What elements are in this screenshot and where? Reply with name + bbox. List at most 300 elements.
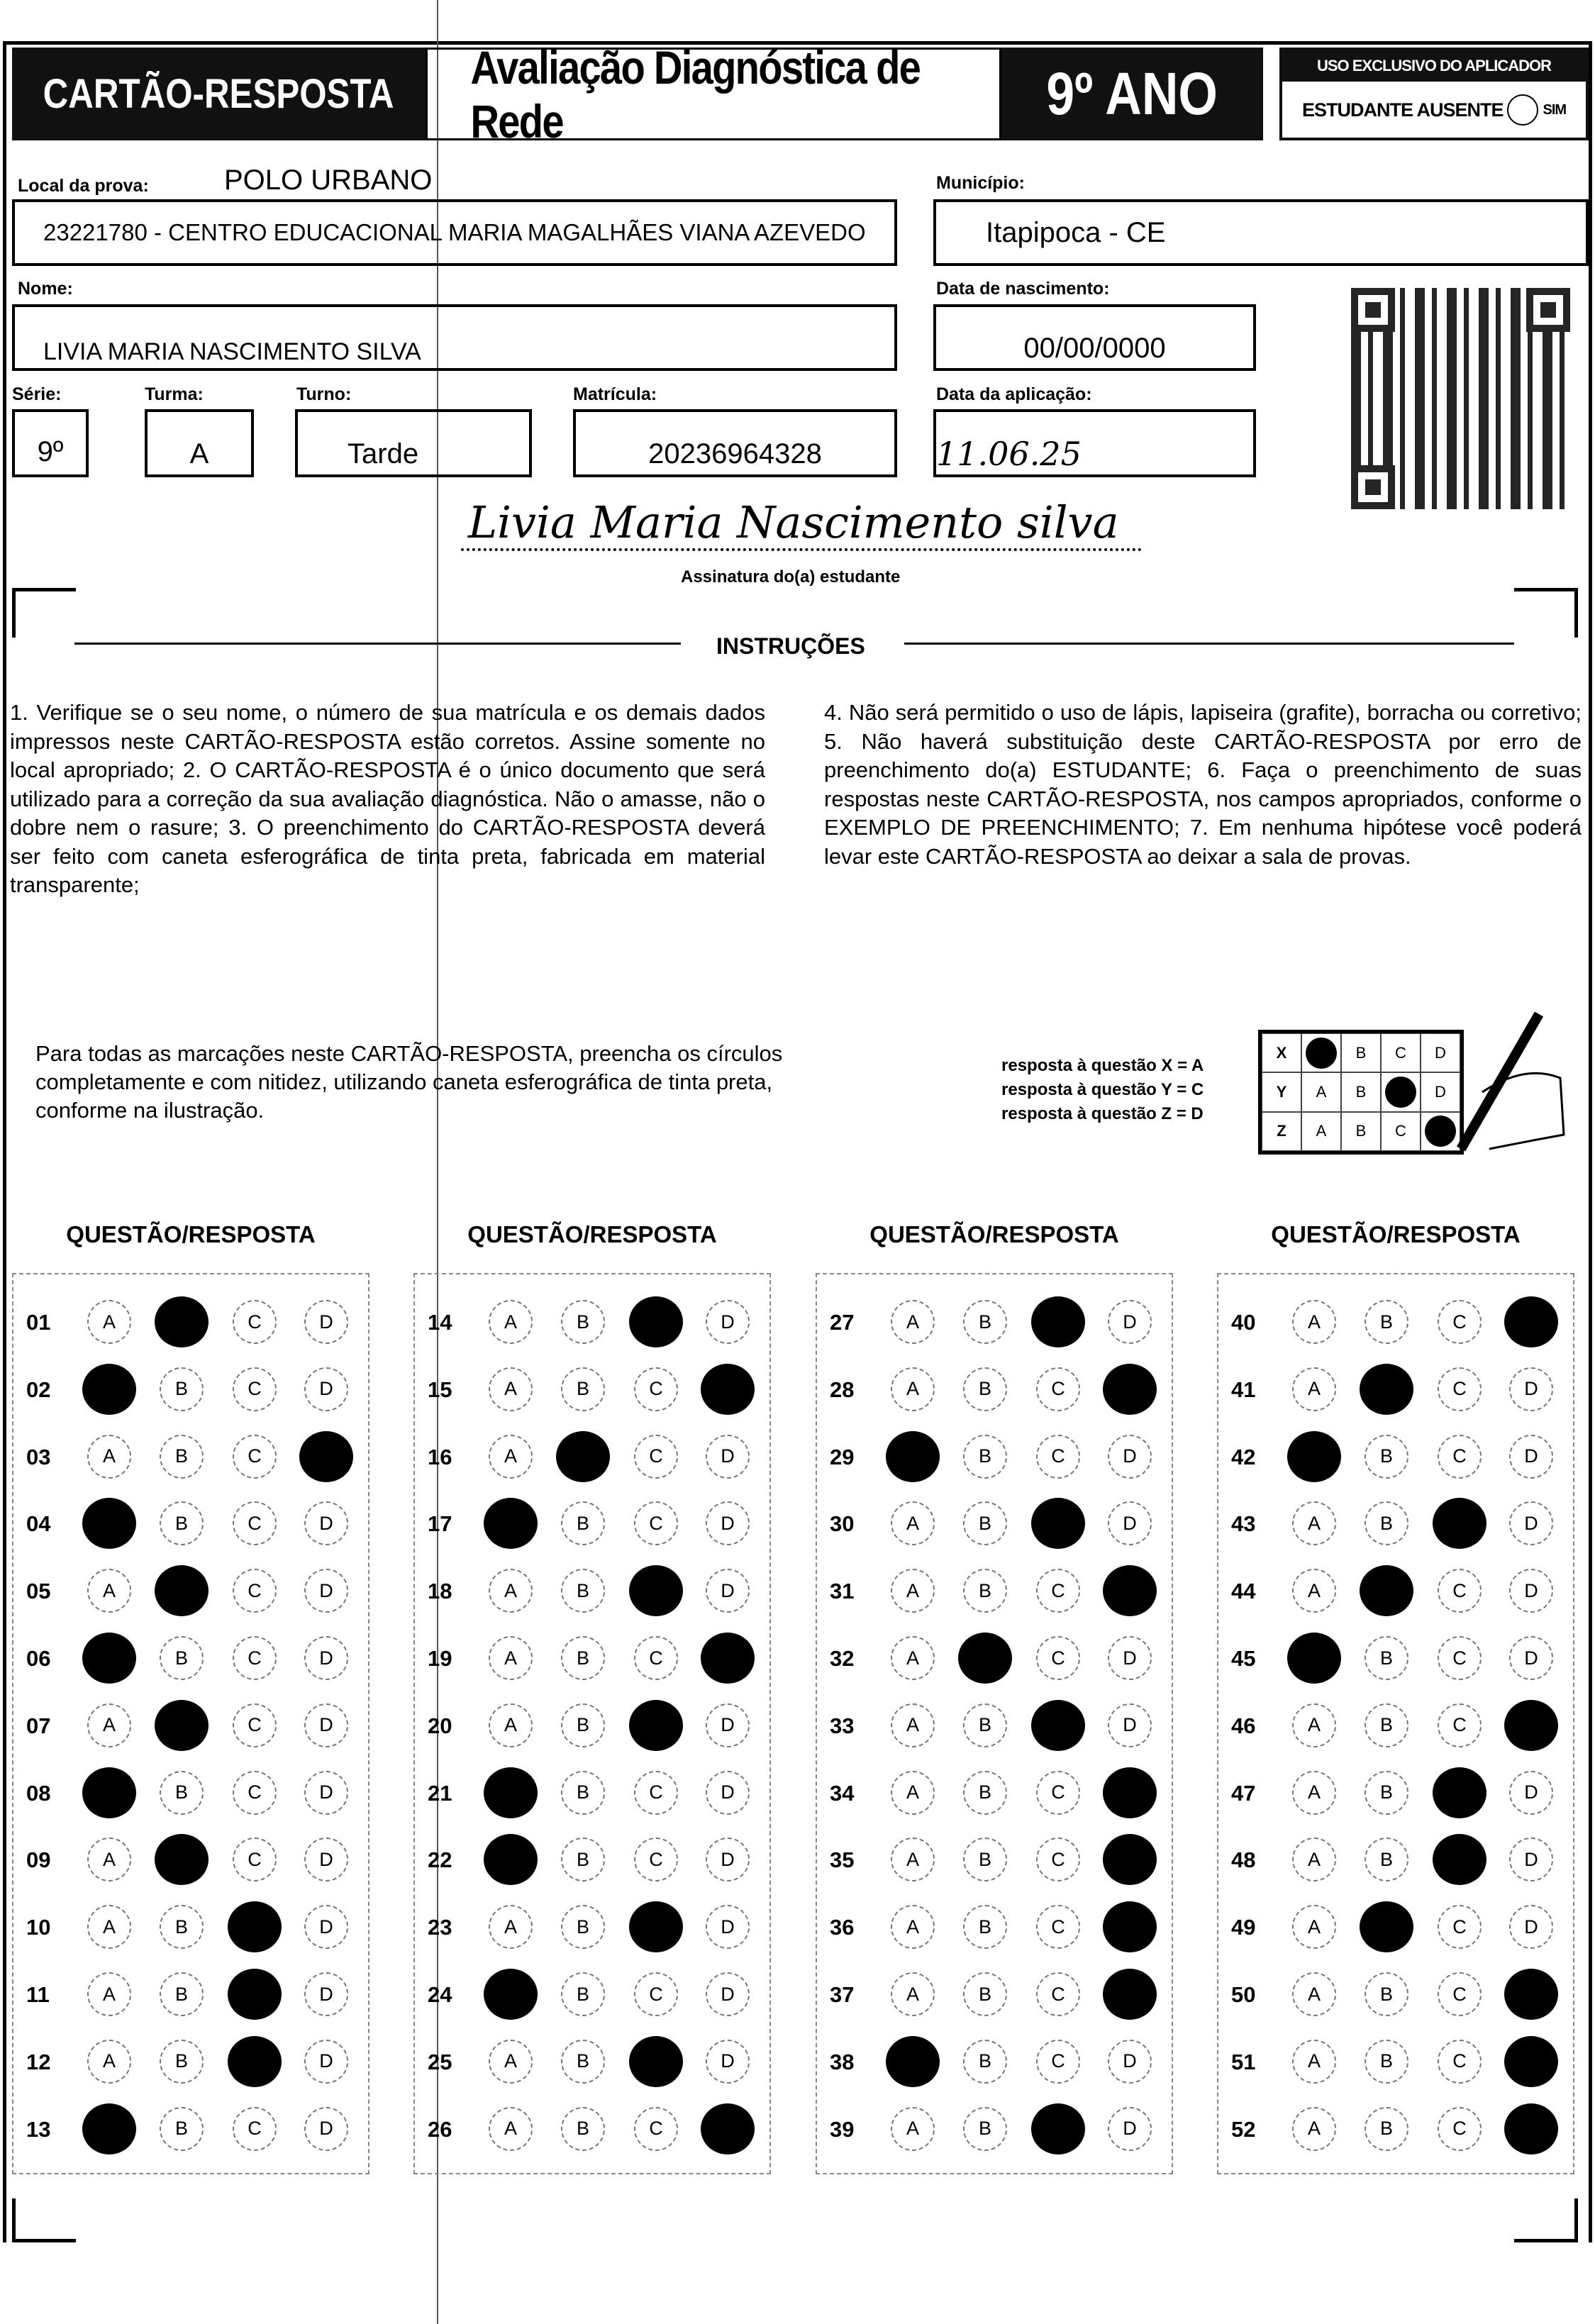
bubble-c[interactable]: C (233, 1636, 277, 1680)
corner-mark (1514, 2198, 1578, 2242)
example-option: A (1301, 1072, 1341, 1111)
instructions-right: 4. Não será permitido o uso de lápis, lapiseira (grafite), borracha ou corretivo; 5. Não haverá substituição deste CARTÃO-RESPOSTA por erro de preenchimento do(a) ESTUDANTE; 6. Faça o preenchimento de suas respostas neste CARTÃO-RESPOSTA, nos campos apropriados, conforme o EXEMPLO DE PREENCHIMENTO; 7. Em nenhuma hipótese você poderá levar este CARTÃO-RESPOSTA ao deixar a sala de provas. (824, 700, 1582, 869)
bubble-b[interactable]: B (963, 1501, 1007, 1545)
bubble-c[interactable]: C (634, 1771, 678, 1815)
column-header: QUESTÃO/RESPOSTA (869, 1221, 1119, 1247)
bubble-c[interactable]: C (1036, 1367, 1080, 1411)
filled-bubble-c[interactable] (1031, 1296, 1085, 1347)
example-option: D (1421, 1033, 1460, 1072)
bubble-a[interactable]: A (489, 1569, 533, 1613)
filled-bubble-c[interactable] (1031, 1498, 1085, 1549)
school-field (12, 199, 897, 266)
signature-text: Livia Maria Nascimento silva (468, 496, 1119, 548)
question-number: 42 (1231, 1444, 1256, 1469)
bubble-d[interactable]: D (706, 2040, 750, 2084)
turno-field (295, 409, 532, 477)
bubble-d[interactable]: D (1108, 1435, 1152, 1479)
bubble-d[interactable]: D (706, 1435, 750, 1479)
bubble-c[interactable]: C (1438, 1636, 1482, 1680)
filled-bubble-c[interactable] (629, 2036, 683, 2087)
bubble-b[interactable]: B (561, 1837, 605, 1881)
bubble-c[interactable]: C (1438, 1367, 1482, 1411)
filled-bubble-c[interactable] (1433, 1498, 1486, 1549)
filled-bubble-d[interactable] (1103, 1767, 1157, 1818)
nome-value: LIVIA MARIA NASCIMENTO SILVA (43, 338, 421, 365)
filled-bubble-a[interactable] (484, 1498, 538, 1549)
example-filled-bubble (1301, 1033, 1341, 1072)
filled-bubble-c[interactable] (1031, 1700, 1085, 1751)
bubble-c[interactable]: C (1036, 1905, 1080, 1949)
bubble-a[interactable]: A (891, 1501, 935, 1545)
bubble-d[interactable]: D (1509, 1636, 1553, 1680)
bubble-a[interactable]: A (1292, 1972, 1336, 2016)
filled-bubble-b[interactable] (1360, 1364, 1413, 1415)
bubble-d[interactable]: D (1108, 1501, 1152, 1545)
bubble-d[interactable]: D (706, 1972, 750, 2016)
bubble-c[interactable]: C (233, 1367, 277, 1411)
question-number: 22 (428, 1847, 452, 1873)
bubble-d[interactable]: D (304, 1569, 348, 1613)
bubble-d[interactable]: D (706, 1703, 750, 1747)
bubble-b[interactable]: B (561, 1367, 605, 1411)
bubble-a[interactable]: A (1292, 1905, 1336, 1949)
bubble-b[interactable]: B (963, 1703, 1007, 1747)
matricula-value: 20236964328 (648, 438, 822, 469)
bubble-d[interactable]: D (1108, 1636, 1152, 1680)
filled-bubble-d[interactable] (1103, 1565, 1157, 1616)
bubble-b[interactable]: B (160, 2040, 204, 2084)
question-number: 34 (830, 1780, 855, 1806)
bubble-a[interactable]: A (489, 1636, 533, 1680)
question-number: 45 (1231, 1646, 1256, 1671)
exam-title-text: Avaliação Diagnóstica de Rede (470, 40, 921, 148)
bubble-c[interactable]: C (1036, 1435, 1080, 1479)
bubble-d[interactable]: D (304, 1972, 348, 2016)
bubble-a[interactable]: A (489, 2107, 533, 2151)
bubble-a[interactable]: A (891, 1972, 935, 2016)
question-number: 09 (26, 1847, 51, 1873)
filled-bubble-d[interactable] (299, 1431, 353, 1482)
divider (904, 643, 1514, 645)
nome-label: Nome: (18, 279, 73, 299)
bubble-a[interactable]: A (891, 1636, 935, 1680)
bubble-a[interactable]: A (87, 1703, 131, 1747)
bubble-b[interactable]: B (160, 1501, 204, 1545)
question-number: 05 (26, 1579, 51, 1604)
bubble-b[interactable]: B (561, 1771, 605, 1815)
serie-label: Série: (12, 384, 62, 404)
question-number: 14 (428, 1310, 452, 1335)
bubble-a[interactable]: A (891, 1771, 935, 1815)
bubble-b[interactable]: B (1365, 1300, 1408, 1344)
bubble-d[interactable]: D (706, 1569, 750, 1613)
qr-code (1351, 288, 1570, 509)
filled-bubble-d[interactable] (1504, 2036, 1558, 2087)
bubble-b[interactable]: B (561, 1300, 605, 1344)
example-grid (1258, 1030, 1464, 1155)
bubble-b[interactable]: B (561, 1905, 605, 1949)
filled-bubble-a[interactable] (82, 1633, 136, 1684)
bubble-a[interactable]: A (891, 1367, 935, 1411)
filled-bubble-d[interactable] (1504, 2103, 1558, 2155)
bubble-d[interactable]: D (1509, 1905, 1553, 1949)
absent-yes-label: SIM (1543, 101, 1567, 118)
bubble-b[interactable]: B (1365, 1972, 1408, 2016)
bubble-d[interactable]: D (1509, 1367, 1553, 1411)
filled-bubble-b[interactable] (155, 1296, 209, 1347)
bubble-d[interactable]: D (1509, 1569, 1553, 1613)
filled-bubble-a[interactable] (886, 1431, 940, 1482)
bubble-c[interactable]: C (1036, 1569, 1080, 1613)
bubble-c[interactable]: C (233, 1837, 277, 1881)
bubble-d[interactable]: D (1509, 1837, 1553, 1881)
filled-bubble-a[interactable] (82, 1364, 136, 1415)
filled-bubble-c[interactable] (228, 1969, 282, 2020)
bubble-b[interactable]: B (963, 1972, 1007, 2016)
bubble-c[interactable]: C (233, 1569, 277, 1613)
nascimento-label: Data de nascimento: (936, 279, 1110, 299)
bubble-b[interactable]: B (963, 2107, 1007, 2151)
filled-bubble-d[interactable] (1103, 1834, 1157, 1885)
question-number: 31 (830, 1579, 855, 1604)
bubble-a[interactable]: A (87, 1435, 131, 1479)
filled-bubble-a[interactable] (1287, 1633, 1341, 1684)
filled-bubble-a[interactable] (886, 2036, 940, 2087)
bubble-c[interactable]: C (1438, 2040, 1482, 2084)
filled-bubble-b[interactable] (1360, 1901, 1413, 1952)
bubble-c[interactable]: C (634, 1367, 678, 1411)
bubble-b[interactable]: B (561, 1972, 605, 2016)
filled-bubble-b[interactable] (958, 1633, 1012, 1684)
bubble-b[interactable]: B (561, 1703, 605, 1747)
bubble-c[interactable]: C (233, 2107, 277, 2151)
applicator-box (1279, 48, 1589, 140)
bubble-a[interactable]: A (891, 1703, 935, 1747)
bubble-a[interactable]: A (87, 1972, 131, 2016)
bubble-a[interactable]: A (489, 1367, 533, 1411)
bubble-a[interactable]: A (1292, 1771, 1336, 1815)
bubble-b[interactable]: B (561, 1636, 605, 1680)
question-number: 10 (26, 1915, 51, 1940)
bubble-a[interactable]: A (87, 1837, 131, 1881)
bubble-a[interactable]: A (1292, 1501, 1336, 1545)
absent-checkbox[interactable] (1507, 94, 1538, 126)
bubble-b[interactable]: B (1365, 1837, 1408, 1881)
example-option: C (1381, 1033, 1421, 1072)
filled-bubble-d[interactable] (701, 1633, 755, 1684)
bubble-a[interactable]: A (489, 1905, 533, 1949)
bubble-d[interactable]: D (304, 1703, 348, 1747)
filled-bubble-a[interactable] (484, 1767, 538, 1818)
bubble-d[interactable]: D (304, 1501, 348, 1545)
answer-column-4 (1217, 1273, 1574, 2174)
bubble-c[interactable]: C (634, 1435, 678, 1479)
bubble-b[interactable]: B (160, 1367, 204, 1411)
example-question-label: Y (1262, 1072, 1301, 1111)
filled-dot (1385, 1077, 1416, 1108)
bubble-b[interactable]: B (561, 1569, 605, 1613)
filled-bubble-a[interactable] (82, 2103, 136, 2155)
bubble-c[interactable]: C (1438, 1569, 1482, 1613)
question-number: 03 (26, 1444, 51, 1469)
bubble-d[interactable]: D (304, 1837, 348, 1881)
question-number: 25 (428, 2049, 452, 2074)
bubble-d[interactable]: D (706, 1300, 750, 1344)
bubble-a[interactable]: A (1292, 2040, 1336, 2084)
bubble-b[interactable]: B (160, 1636, 204, 1680)
bubble-b[interactable]: B (160, 1905, 204, 1949)
aplicacao-value: 11.06.25 (936, 435, 1082, 473)
bubble-b[interactable]: B (1365, 1703, 1408, 1747)
filled-bubble-a[interactable] (1287, 1431, 1341, 1482)
matricula-field (573, 409, 897, 477)
bubble-d[interactable]: D (706, 1905, 750, 1949)
bubble-d[interactable]: D (304, 2040, 348, 2084)
signature (461, 496, 1142, 551)
question-number: 15 (428, 1377, 452, 1402)
example-legend (1001, 1054, 1204, 1126)
bubble-c[interactable]: C (233, 1435, 277, 1479)
filled-bubble-c[interactable] (629, 1901, 683, 1952)
filled-bubble-d[interactable] (701, 1364, 755, 1415)
question-number: 17 (428, 1511, 452, 1537)
question-number: 39 (830, 2116, 855, 2142)
filled-bubble-a[interactable] (82, 1498, 136, 1549)
bubble-b[interactable]: B (160, 1972, 204, 2016)
bubble-c[interactable]: C (634, 1636, 678, 1680)
filled-bubble-d[interactable] (1103, 1364, 1157, 1415)
bubble-c[interactable]: C (1438, 1972, 1482, 2016)
question-number: 36 (830, 1915, 855, 1940)
bubble-a[interactable]: A (489, 2040, 533, 2084)
corner-mark (12, 588, 76, 638)
bubble-b[interactable]: B (561, 2040, 605, 2084)
bubble-c[interactable]: C (1438, 1435, 1482, 1479)
instructions-left: 1. Verifique se o seu nome, o número de sua matrícula e os demais dados impressos neste CARTÃO-RESPOSTA estão corretos. Assine somente no local apropriado; 2. O CARTÃO-RESPOSTA é o único documento que será utilizado para a correção da sua avaliação diagnóstica. Não o amasse, não o dobre nem o rasure; 3. O preenchimento do CARTÃO-RESPOSTA deverá ser feito com caneta esferográfica de tinta preta, fabricada em material transparente; (10, 700, 765, 897)
bubble-c[interactable]: C (634, 1501, 678, 1545)
bubble-b[interactable]: B (561, 2107, 605, 2151)
bubble-d[interactable]: D (1509, 1771, 1553, 1815)
bubble-d[interactable]: D (1108, 2107, 1152, 2151)
question-number: 20 (428, 1713, 452, 1738)
bubble-a[interactable]: A (1292, 1367, 1336, 1411)
bubble-c[interactable]: C (233, 1501, 277, 1545)
bubble-c[interactable]: C (1438, 1905, 1482, 1949)
bubble-a[interactable]: A (891, 2107, 935, 2151)
bubble-b[interactable]: B (1365, 2040, 1408, 2084)
bubble-c[interactable]: C (1036, 1837, 1080, 1881)
question-number: 41 (1231, 1377, 1256, 1402)
bubble-b[interactable]: B (160, 1435, 204, 1479)
bubble-a[interactable]: A (1292, 1300, 1336, 1344)
filled-bubble-c[interactable] (1433, 1767, 1486, 1818)
filled-bubble-c[interactable] (629, 1565, 683, 1616)
bubble-d[interactable]: D (304, 1367, 348, 1411)
bubble-b[interactable]: B (963, 1435, 1007, 1479)
bubble-c[interactable]: C (634, 1837, 678, 1881)
grade-badge (1001, 48, 1263, 140)
bubble-c[interactable]: C (1036, 1771, 1080, 1815)
absent-label: ESTUDANTE AUSENTE (1301, 99, 1504, 121)
bubble-a[interactable]: A (891, 1300, 935, 1344)
bubble-b[interactable]: B (963, 1300, 1007, 1344)
bubble-a[interactable]: A (87, 1300, 131, 1344)
bubble-b[interactable]: B (1365, 2107, 1408, 2151)
bubble-d[interactable]: D (304, 1300, 348, 1344)
bubble-d[interactable]: D (1108, 2040, 1152, 2084)
filled-bubble-c[interactable] (1433, 1834, 1486, 1885)
bubble-a[interactable]: A (87, 1905, 131, 1949)
bubble-b[interactable]: B (963, 1837, 1007, 1881)
bubble-a[interactable]: A (1292, 1837, 1336, 1881)
bubble-b[interactable]: B (160, 2107, 204, 2151)
local-label: Local da prova: (18, 176, 149, 196)
example-line: resposta à questão Y = C (1001, 1080, 1204, 1099)
divider (74, 643, 681, 645)
turma-value: A (189, 438, 209, 469)
filled-dot (1306, 1038, 1337, 1069)
local-value: POLO URBANO (224, 165, 433, 196)
bubble-a[interactable]: A (891, 1837, 935, 1881)
turno-label: Turno: (296, 384, 352, 404)
filled-bubble-c[interactable] (228, 1901, 282, 1952)
bubble-a[interactable]: A (489, 1300, 533, 1344)
bubble-d[interactable]: D (1108, 1300, 1152, 1344)
pen-hand-icon (1440, 1007, 1567, 1170)
example-filled-bubble (1381, 1072, 1421, 1111)
column-header: QUESTÃO/RESPOSTA (66, 1221, 316, 1247)
bubble-b[interactable]: B (1365, 1435, 1408, 1479)
filled-bubble-d[interactable] (1103, 1901, 1157, 1952)
nascimento-field (933, 304, 1256, 371)
bubble-b[interactable]: B (1365, 1501, 1408, 1545)
bubble-c[interactable]: C (1438, 1300, 1482, 1344)
municipio-field (933, 199, 1589, 266)
bubble-d[interactable]: D (304, 1905, 348, 1949)
question-number: 01 (26, 1310, 51, 1335)
filled-bubble-b[interactable] (155, 1565, 209, 1616)
bubble-c[interactable]: C (1036, 1636, 1080, 1680)
bubble-b[interactable]: B (160, 1771, 204, 1815)
bubble-d[interactable]: D (1509, 1501, 1553, 1545)
bubble-c[interactable]: C (1438, 2107, 1482, 2151)
filled-bubble-d[interactable] (1504, 1700, 1558, 1751)
filled-bubble-b[interactable] (556, 1431, 610, 1482)
bubble-c[interactable]: C (233, 1300, 277, 1344)
bubble-b[interactable]: B (1365, 1771, 1408, 1815)
bubble-b[interactable]: B (963, 1771, 1007, 1815)
bubble-b[interactable]: B (963, 1569, 1007, 1613)
bubble-d[interactable]: D (706, 1501, 750, 1545)
bubble-d[interactable]: D (706, 1771, 750, 1815)
bubble-a[interactable]: A (891, 1569, 935, 1613)
question-number: 33 (830, 1713, 855, 1738)
filled-bubble-a[interactable] (484, 1969, 538, 2020)
bubble-a[interactable]: A (489, 1703, 533, 1747)
bubble-a[interactable]: A (1292, 2107, 1336, 2151)
bubble-b[interactable]: B (1365, 1636, 1408, 1680)
grade-text: 9º ANO (1046, 60, 1218, 127)
filled-bubble-c[interactable] (629, 1296, 683, 1347)
bubble-b[interactable]: B (963, 2040, 1007, 2084)
bubble-a[interactable]: A (489, 1435, 533, 1479)
bubble-c[interactable]: C (634, 2107, 678, 2151)
turma-field (145, 409, 254, 477)
bubble-a[interactable]: A (1292, 1703, 1336, 1747)
filled-bubble-b[interactable] (1360, 1565, 1413, 1616)
filled-bubble-a[interactable] (82, 1767, 136, 1818)
matricula-label: Matrícula: (573, 384, 657, 404)
bubble-d[interactable]: D (1108, 1703, 1152, 1747)
answer-column-1 (12, 1273, 369, 2174)
bubble-d[interactable]: D (304, 1636, 348, 1680)
bubble-a[interactable]: A (1292, 1569, 1336, 1613)
filled-bubble-c[interactable] (228, 2036, 282, 2087)
example-line: resposta à questão X = A (1001, 1056, 1204, 1075)
filled-bubble-d[interactable] (1504, 1296, 1558, 1347)
bubble-c[interactable]: C (233, 1703, 277, 1747)
column-header: QUESTÃO/RESPOSTA (467, 1221, 717, 1247)
bubble-a[interactable]: A (87, 1569, 131, 1613)
bubble-c[interactable]: C (1036, 1972, 1080, 2016)
signature-label: Assinatura do(a) estudante (681, 567, 901, 586)
school-value: 23221780 - CENTRO EDUCACIONAL MARIA MAGALHÃES VIANA AZEVEDO (43, 219, 866, 245)
question-number: 06 (26, 1646, 51, 1671)
filled-bubble-c[interactable] (1031, 2103, 1085, 2155)
question-number: 18 (428, 1579, 452, 1604)
qr-finder (1526, 288, 1570, 332)
filled-bubble-b[interactable] (155, 1834, 209, 1885)
bubble-d[interactable]: D (706, 1837, 750, 1881)
filled-bubble-a[interactable] (484, 1834, 538, 1885)
filled-bubble-c[interactable] (629, 1700, 683, 1751)
bubble-d[interactable]: D (304, 2107, 348, 2151)
example-option: A (1301, 1112, 1341, 1151)
bubble-b[interactable]: B (963, 1367, 1007, 1411)
qr-finder (1351, 465, 1395, 509)
bubble-c[interactable]: C (1438, 1703, 1482, 1747)
example-question-label: Z (1262, 1112, 1301, 1151)
filled-bubble-d[interactable] (701, 2103, 755, 2155)
question-number: 21 (428, 1780, 452, 1806)
question-number: 07 (26, 1713, 51, 1738)
question-number: 30 (830, 1511, 855, 1537)
corner-mark (12, 2198, 76, 2242)
question-number: 49 (1231, 1915, 1256, 1940)
bubble-b[interactable]: B (561, 1501, 605, 1545)
bubble-a[interactable]: A (87, 2040, 131, 2084)
bubble-a[interactable]: A (891, 1905, 935, 1949)
filled-bubble-b[interactable] (155, 1700, 209, 1751)
applicator-title: USO EXCLUSIVO DO APLICADOR (1282, 50, 1586, 82)
qr-finder (1351, 288, 1395, 332)
filled-bubble-d[interactable] (1103, 1969, 1157, 2020)
bubble-c[interactable]: C (233, 1771, 277, 1815)
bubble-d[interactable]: D (304, 1771, 348, 1815)
bubble-b[interactable]: B (963, 1905, 1007, 1949)
example-option: D (1421, 1072, 1460, 1111)
turma-label: Turma: (145, 384, 204, 404)
example-option: C (1381, 1112, 1421, 1151)
bubble-c[interactable]: C (1036, 2040, 1080, 2084)
bubble-c[interactable]: C (634, 1972, 678, 2016)
filled-bubble-d[interactable] (1504, 1969, 1558, 2020)
serie-value: 9º (37, 435, 64, 467)
question-number: 29 (830, 1444, 855, 1469)
bubble-d[interactable]: D (1509, 1435, 1553, 1479)
question-number: 40 (1231, 1310, 1256, 1335)
instructions-title: INSTRUÇÕES (716, 633, 865, 659)
